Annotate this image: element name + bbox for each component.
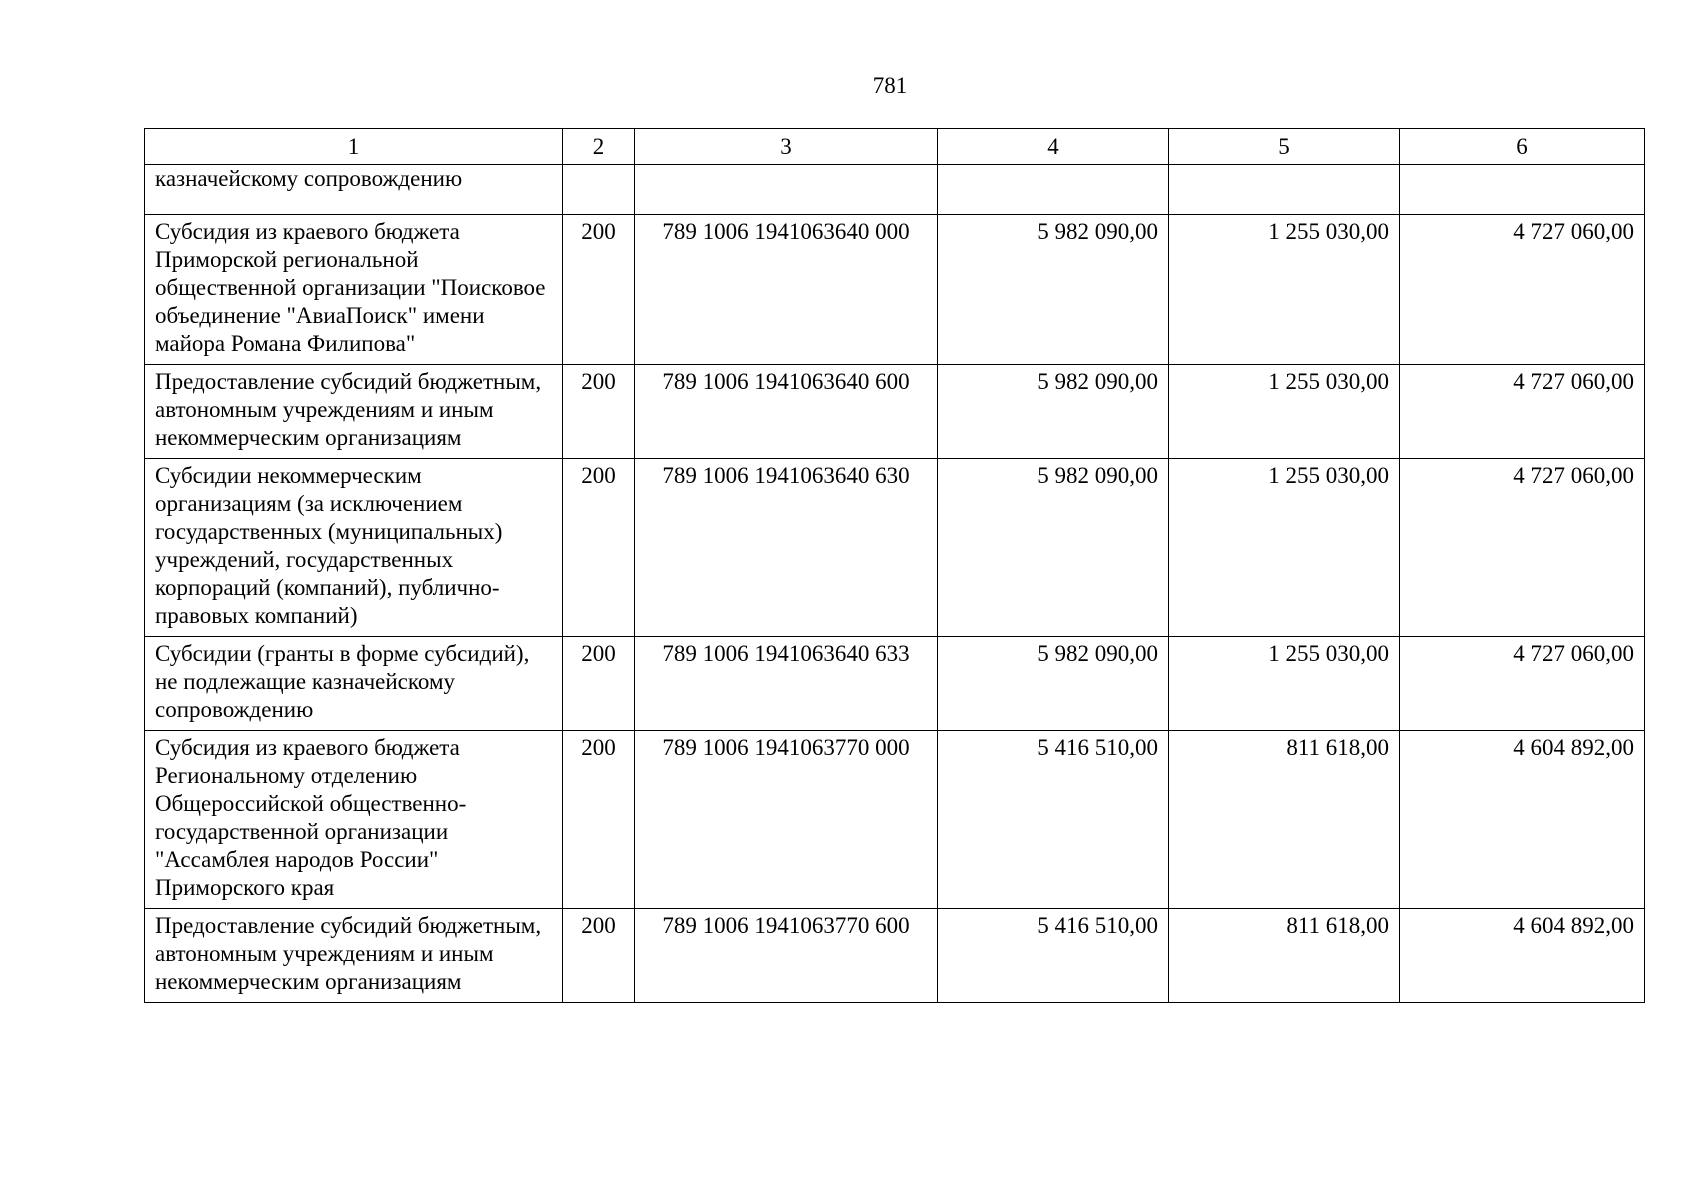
row-col6: 4 727 060,00 (1400, 637, 1645, 731)
row-kbk: 789 1006 1941063770 600 (635, 909, 938, 1003)
row-col6: 4 604 892,00 (1400, 909, 1645, 1003)
row-name: Предоставление субсидий бюджетным, автономным учреждениям и иным некоммерческим организациям (145, 365, 563, 459)
row-col4: 5 416 510,00 (938, 731, 1169, 909)
row-col6: 4 727 060,00 (1400, 215, 1645, 365)
table-row (145, 215, 1645, 365)
table-header-row (145, 129, 1645, 165)
row-col4 (938, 165, 1169, 215)
column-header-6: 6 (1400, 129, 1645, 165)
row-kbk: 789 1006 1941063640 600 (635, 365, 938, 459)
table-row (145, 165, 1645, 215)
row-col5: 1 255 030,00 (1169, 637, 1400, 731)
row-col4: 5 982 090,00 (938, 459, 1169, 637)
column-header-1: 1 (145, 129, 563, 165)
row-col6: 4 727 060,00 (1400, 459, 1645, 637)
row-kbk: 789 1006 1941063640 000 (635, 215, 938, 365)
row-col6: 4 604 892,00 (1400, 731, 1645, 909)
row-name: Субсидии (гранты в форме субсидий), не подлежащие казначейскому сопровождению (145, 637, 563, 731)
row-name: казначейскому сопровождению (145, 165, 563, 215)
row-col5: 811 618,00 (1169, 731, 1400, 909)
column-header-5: 5 (1169, 129, 1400, 165)
row-kbk: 789 1006 1941063640 633 (635, 637, 938, 731)
budget-table (144, 128, 1645, 1003)
row-code: 200 (563, 731, 635, 909)
row-name: Субсидии некоммерческим организациям (за исключением государственных (муниципальных) учреждений, государственных корпораций (компаний), публично-правовых компаний) (145, 459, 563, 637)
row-col5: 1 255 030,00 (1169, 365, 1400, 459)
row-code: 200 (563, 365, 635, 459)
row-col6 (1400, 165, 1645, 215)
row-col4: 5 416 510,00 (938, 909, 1169, 1003)
page-number: 781 (872, 73, 908, 98)
row-code (563, 165, 635, 215)
row-kbk: 789 1006 1941063770 000 (635, 731, 938, 909)
row-col4: 5 982 090,00 (938, 637, 1169, 731)
table-row (145, 909, 1645, 1003)
row-col6: 4 727 060,00 (1400, 365, 1645, 459)
row-col5: 811 618,00 (1169, 909, 1400, 1003)
table-row (145, 731, 1645, 909)
row-col4: 5 982 090,00 (938, 365, 1169, 459)
column-header-2: 2 (563, 129, 635, 165)
row-name: Предоставление субсидий бюджетным, автономным учреждениям и иным некоммерческим организациям (145, 909, 563, 1003)
row-name: Субсидия из краевого бюджета Приморской региональной общественной организации "Поисковое объединение "АвиаПоиск" имени майора Романа Филипова" (145, 215, 563, 365)
table-row (145, 459, 1645, 637)
row-code: 200 (563, 637, 635, 731)
row-col5: 1 255 030,00 (1169, 459, 1400, 637)
column-header-3: 3 (635, 129, 938, 165)
row-col4: 5 982 090,00 (938, 215, 1169, 365)
table-row (145, 637, 1645, 731)
row-col5: 1 255 030,00 (1169, 215, 1400, 365)
row-kbk: 789 1006 1941063640 630 (635, 459, 938, 637)
row-code: 200 (563, 459, 635, 637)
row-col5 (1169, 165, 1400, 215)
row-kbk (635, 165, 938, 215)
table-row (145, 365, 1645, 459)
row-name: Субсидия из краевого бюджета Региональному отделению Общероссийской общественно-государственной организации "Ассамблея народов России" Приморского края (145, 731, 563, 909)
row-code: 200 (563, 215, 635, 365)
row-code: 200 (563, 909, 635, 1003)
column-header-4: 4 (938, 129, 1169, 165)
